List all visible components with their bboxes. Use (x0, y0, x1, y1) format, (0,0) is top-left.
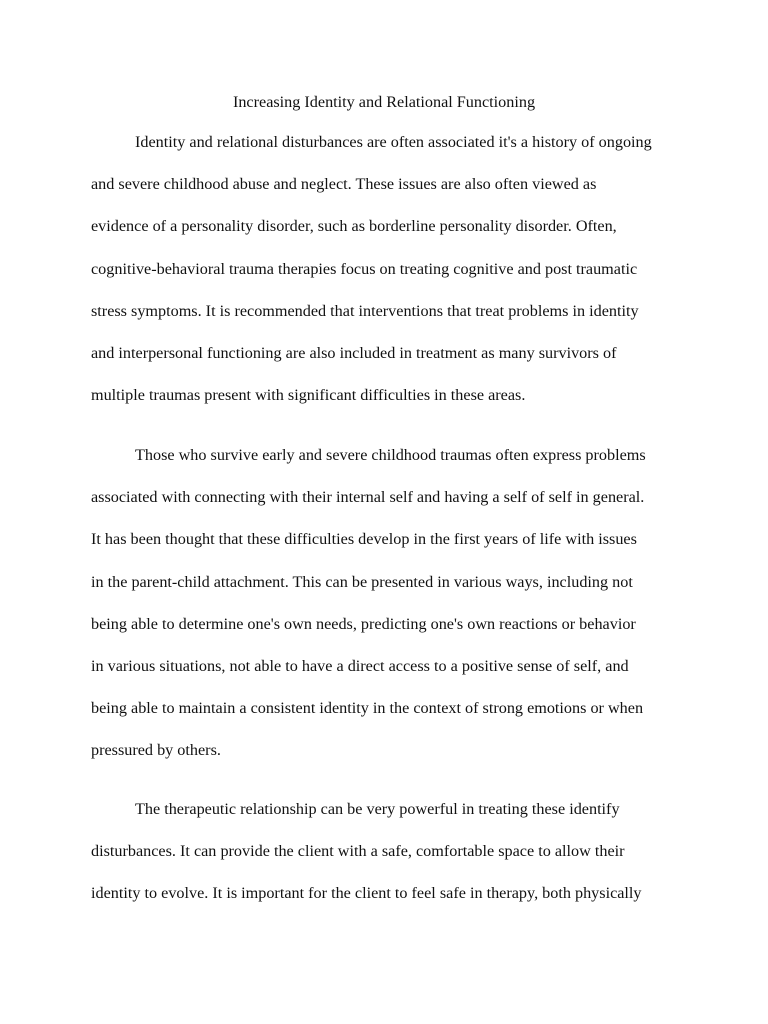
paragraph-line: The therapeutic relationship can be very powerful in treating these identify (135, 800, 620, 818)
paragraph-line: being able to determine one's own needs, predicting one's own reactions or behavior (91, 614, 636, 633)
paragraph-line: disturbances. It can provide the client with a safe, comfortable space to allow their (91, 842, 625, 861)
paragraph-line: Identity and relational disturbances are often associated it's a history of ongoing (135, 133, 652, 151)
paragraph-1 (91, 131, 691, 426)
paragraph-line: being able to maintain a consistent identity in the context of strong emotions or when (91, 699, 644, 718)
paragraph-line: cognitive-behavioral trauma therapies focus on treating cognitive and post traumatic (91, 259, 638, 278)
paragraph-line: It has been thought that these difficulties develop in the first years of life with issues (91, 530, 637, 549)
paragraph-line: stress symptoms. It is recommended that interventions that treat problems in identity (91, 301, 639, 320)
paragraph-3 (91, 798, 691, 925)
paragraph-line: and interpersonal functioning are also included in treatment as many survivors of (91, 343, 617, 362)
paragraph-line: Those who survive early and severe childhood traumas often express problems (135, 446, 646, 464)
document-title: Increasing Identity and Relational Functioning (232, 93, 536, 111)
paragraph-line: identity to evolve. It is important for the client to feel safe in therapy, both physically (91, 884, 642, 903)
paragraph-line: pressured by others. (91, 741, 221, 760)
paragraph-line: evidence of a personality disorder, such as borderline personality disorder. Often, (91, 217, 617, 236)
paragraph-line: in the parent-child attachment. This can be presented in various ways, including not (91, 572, 633, 591)
paragraph-line: multiple traumas present with significant difficulties in these areas. (91, 386, 526, 405)
paragraph-2 (91, 444, 691, 782)
paragraph-line: associated with connecting with their internal self and having a self of self in general. (91, 488, 645, 507)
paragraph-line: and severe childhood abuse and neglect. These issues are also often viewed as (91, 175, 597, 194)
paragraph-line: in various situations, not able to have a direct access to a positive sense of self, and (91, 656, 629, 675)
